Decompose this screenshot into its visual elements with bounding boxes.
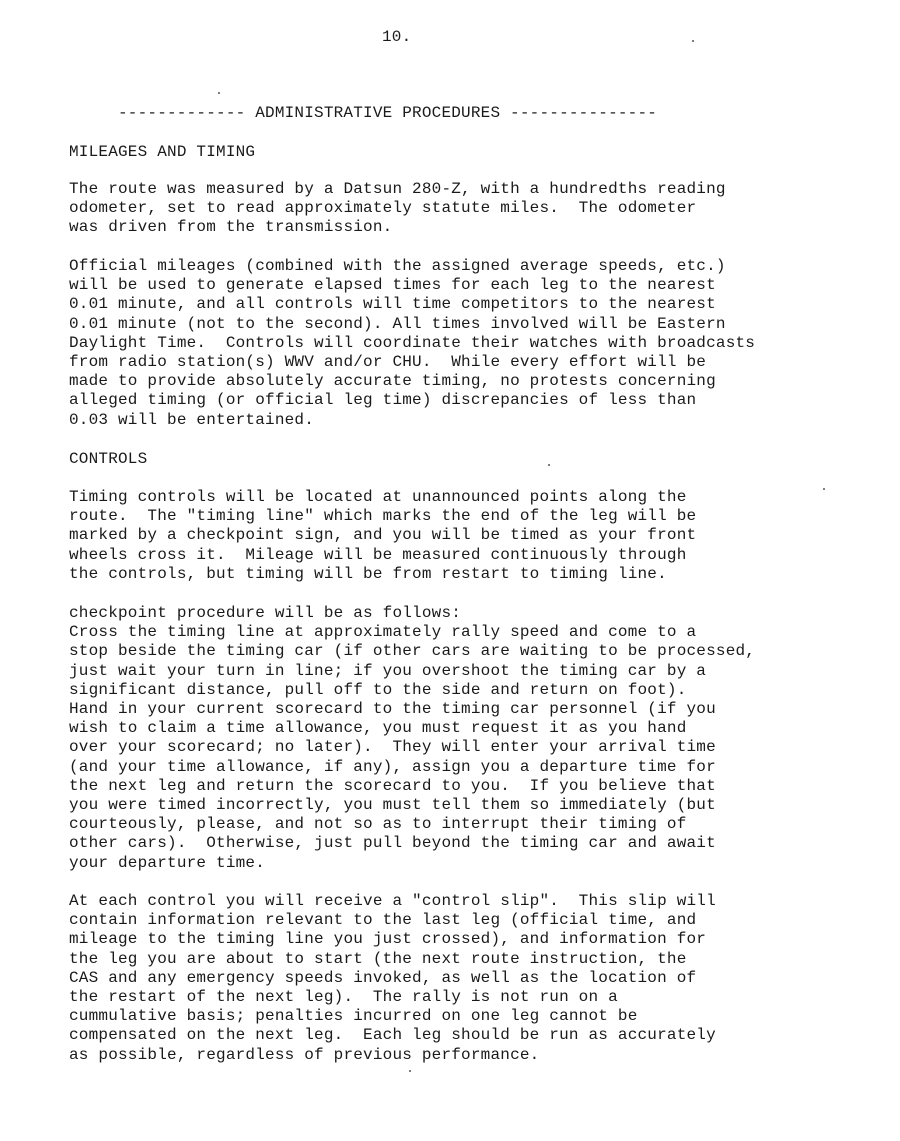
scan-speck	[409, 1070, 411, 1072]
page-number: 10.	[382, 28, 412, 46]
section-title: ------------- ADMINISTRATIVE PROCEDURES ---------------	[118, 104, 658, 122]
scan-speck	[823, 488, 825, 490]
scan-speck	[692, 40, 694, 42]
heading-mileages-and-timing: MILEAGES AND TIMING	[69, 143, 256, 161]
heading-controls: CONTROLS	[69, 450, 148, 468]
paragraph-route-measurement: The route was measured by a Datsun 280-Z, with a hundredths reading odometer, set to read approximately statute miles. The odometer was driven from the transmission.	[69, 180, 726, 237]
paragraph-checkpoint-procedure: checkpoint procedure will be as follows: Cross the timing line at approximately rally speed and come to a stop beside the timing car (if other cars are waiting to be processed, just wait your turn in line; if you overshoot the timing car by a significant distance, pull off to the side and return on foot). Hand in your current scorecard to the timing car personnel (if you wish to claim a time allowance, you must request it as you hand over your scorecard; no later). They will enter your arrival time (and your time allowance, if any), assign you a departure time for the next leg and return the scorecard to you. If you believe that you were timed incorrectly, you must tell them so immediately (but courteously, please, and not so as to interrupt their timing of other cars). Otherwise, just pull beyond the timing car and await your departure time.	[69, 604, 756, 872]
paragraph-official-mileages: Official mileages (combined with the assigned average speeds, etc.) will be used to generate elapsed times for each leg to the nearest 0.01 minute, and all controls will time competitors to the nearest 0.01 minute (not to the second). All times involved will be Eastern Daylight Time. Controls will coordinate their watches with broadcasts from radio station(s) WWV and/or CHU. While every effort will be made to provide absolutely accurate timing, no protests concerning alleged timing (or official leg time) discrepancies of less than 0.03 will be entertained.	[69, 257, 756, 429]
scan-speck	[218, 92, 220, 94]
scan-speck	[548, 464, 550, 466]
paragraph-timing-controls: Timing controls will be located at unannounced points along the route. The "timing line" which marks the end of the leg will be marked by a checkpoint sign, and you will be timed as your front wheels cross it. Mileage will be measured continuously through the controls, but timing will be from restart to timing line.	[69, 488, 697, 583]
paragraph-control-slip: At each control you will receive a "control slip". This slip will contain information relevant to the last leg (official time, and mileage to the timing line you just crossed), and information for the leg you are about to start (the next route instruction, the CAS and any emergency speeds invoked, as well as the location of the restart of the next leg). The rally is not run on a cummulative basis; penalties incurred on one leg cannot be compensated on the next leg. Each leg should be run as accurately as possible, regardless of previous performance.	[69, 892, 716, 1064]
